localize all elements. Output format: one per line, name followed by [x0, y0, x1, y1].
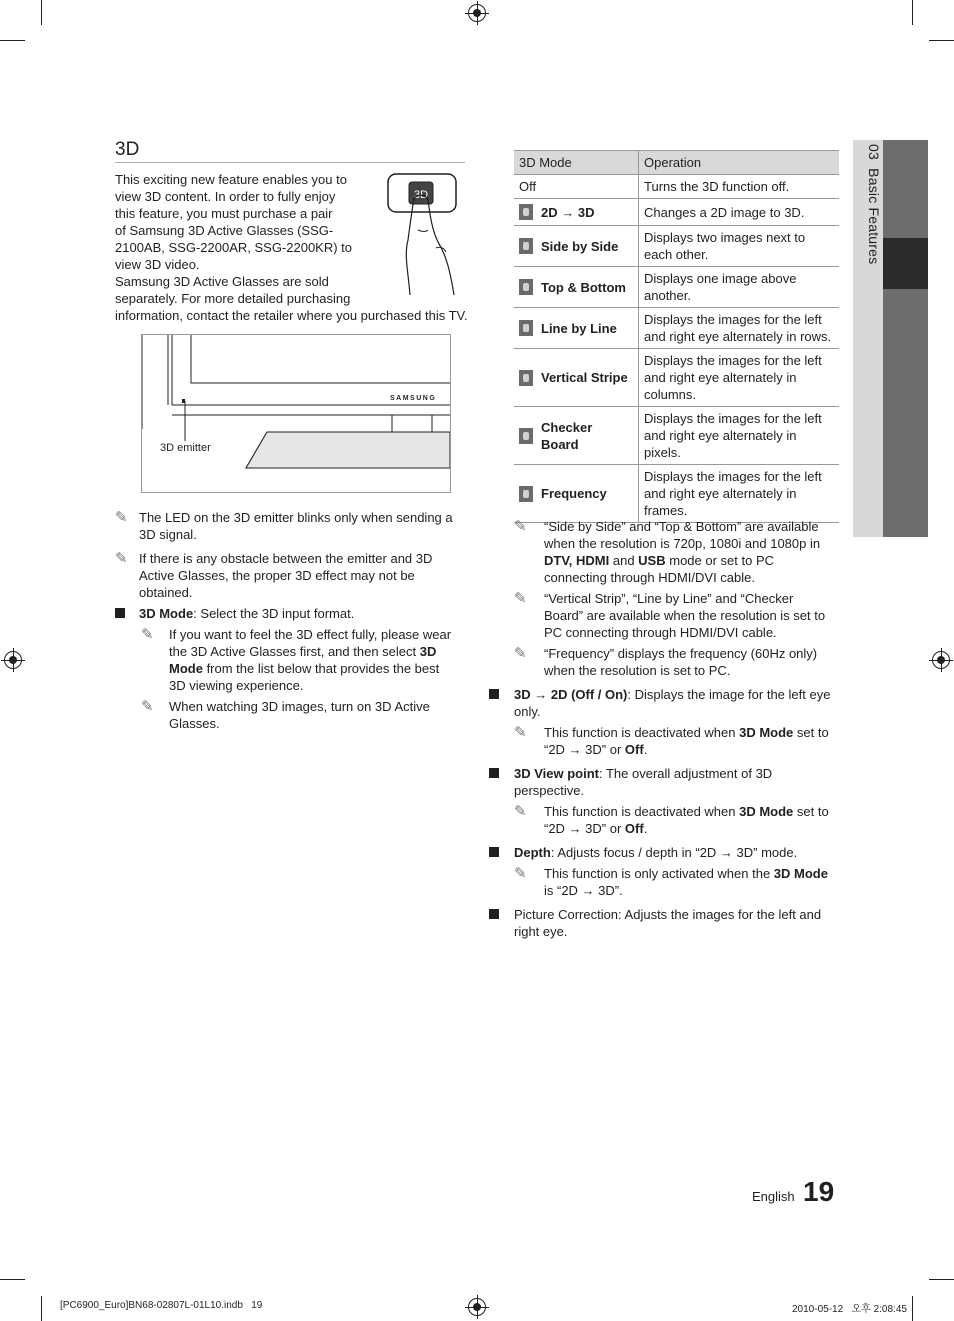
bullet-square-icon	[489, 768, 499, 778]
bullet-square-icon	[489, 909, 499, 919]
right-notes	[489, 518, 839, 940]
intro-line: view 3D content. In order to fully enjoy	[115, 189, 336, 204]
crop-mark	[912, 0, 913, 25]
bullet-item-3d-mode: 3D Mode: Select the 3D input format.	[115, 605, 465, 622]
footer-file: [PC6900_Euro]BN68-02807L-01L10.indb 19	[60, 1300, 263, 1311]
note-pencil-icon: ✎	[141, 626, 154, 643]
bullet-square-icon	[489, 847, 499, 857]
registration-mark-icon	[468, 1298, 486, 1316]
note-item: ✎ “Side by Side” and “Top & Bottom” are available when the resolution is 720p, 1080i and 1080p in DTV, HDMI and USB mode or set to PC connecting through HDMI/DVI cable.	[514, 518, 821, 585]
bullet-item-3d-to-2d: 3D → 2D (Off / On): Displays the image for the left eye only.	[489, 686, 839, 720]
bullet-item-picture-correction: Picture Correction: Adjusts the images for the left and right eye.	[489, 906, 839, 940]
registration-mark-icon	[4, 651, 22, 669]
intro-line: view 3D video.	[115, 257, 200, 272]
bullet-square-icon	[115, 608, 125, 618]
emitter-label: 3D emitter	[160, 442, 211, 454]
hand-pressing-3d-button-icon	[384, 170, 464, 300]
crop-mark	[912, 1296, 913, 1321]
note-pencil-icon: ✎	[514, 803, 527, 820]
intro-line: 2100AB, SSG-2200AR, SSG-2200KR) to	[115, 240, 353, 255]
intro-line: of Samsung 3D Active Glasses (SSG-	[115, 223, 334, 238]
page-number: 19	[803, 1176, 835, 1207]
mode-side-by-side-icon	[519, 238, 533, 254]
registration-mark-icon	[468, 4, 486, 22]
intro-line: this feature, you must purchase a pair	[115, 206, 333, 221]
crop-mark	[0, 1279, 25, 1280]
footer-language: English	[752, 1189, 795, 1204]
button-3d-label: 3D	[413, 189, 429, 201]
table-header-row	[514, 151, 839, 175]
note-item: ✎ “Frequency” displays the frequency (60Hz only) when the resolution is set to PC.	[514, 645, 818, 678]
table-row: Vertical Stripe Displays the images for the left and right eye alternately in columns.	[514, 349, 839, 407]
title-divider	[115, 162, 465, 163]
mode-top-bottom-icon	[519, 279, 533, 295]
note-pencil-icon: ✎	[514, 518, 527, 535]
footer-timestamp: 2010-05-12 오후 2:08:45	[792, 1304, 907, 1315]
crop-mark	[929, 40, 954, 41]
note-item: ✎ The LED on the 3D emitter blinks only when sending a 3D signal.	[115, 509, 453, 542]
note-pencil-icon: ✎	[514, 590, 527, 607]
crop-mark	[41, 0, 42, 25]
table-row: Checker Board Displays the images for the left and right eye alternately in pixels.	[514, 407, 839, 465]
3d-mode-table	[514, 150, 839, 523]
note-item: ✎ This function is only activated when the 3D Mode is “2D → 3D”.	[514, 865, 828, 898]
crop-mark	[0, 40, 25, 41]
note-item: ✎ If there is any obstacle between the emitter and 3D Active Glasses, the proper 3D effect may not be obtained.	[115, 550, 433, 600]
bullet-square-icon	[489, 689, 499, 699]
crop-mark	[929, 1279, 954, 1280]
note-item: ✎ If you want to feel the 3D effect fully, please wear the 3D Active Glasses first, and then select 3D Mode from the list below that provides the best 3D viewing experience.	[141, 626, 452, 693]
table-row: Side by Side Displays two images next to each other.	[514, 226, 839, 267]
mode-frequency-icon	[519, 486, 533, 502]
note-pencil-icon: ✎	[115, 550, 128, 567]
table-row: Off Turns the 3D function off.	[514, 175, 839, 199]
note-item: ✎ “Vertical Strip”, “Line by Line” and “Checker Board” are available when the resolution is set to PC connecting through HDMI/DVI cable.	[514, 590, 826, 640]
table-row: Top & Bottom Displays one image above another.	[514, 267, 839, 308]
note-pencil-icon: ✎	[514, 645, 527, 662]
mode-line-by-line-icon	[519, 320, 533, 336]
note-pencil-icon: ✎	[141, 698, 154, 715]
note-pencil-icon: ✎	[514, 724, 527, 741]
chapter-label: 03 Basic Features	[866, 144, 882, 265]
chapter-tab-marker	[883, 238, 928, 289]
note-pencil-icon: ✎	[514, 865, 527, 882]
note-pencil-icon: ✎	[115, 509, 128, 526]
table-header-mode: 3D Mode	[514, 151, 639, 175]
bullet-item-3d-view-point: 3D View point: The overall adjustment of 3D perspective.	[489, 765, 839, 799]
mode-checker-board-icon	[519, 428, 533, 444]
mode-2d-3d-icon	[519, 204, 533, 220]
samsung-logo: SAMSUNG	[390, 395, 437, 402]
table-row: Line by Line Displays the images for the left and right eye alternately in rows.	[514, 308, 839, 349]
chapter-sidebar-band	[883, 140, 928, 537]
note-item: ✎ When watching 3D images, turn on 3D Active Glasses.	[141, 698, 430, 731]
note-item: ✎ This function is deactivated when 3D Mode set to “2D → 3D” or Off.	[514, 724, 829, 757]
table-row: Frequency Displays the images for the left and right eye alternately in frames.	[514, 465, 839, 523]
table-row: 2D → 3D Changes a 2D image to 3D.	[514, 199, 839, 226]
left-notes	[115, 509, 465, 732]
table-header-operation: Operation	[639, 151, 840, 175]
crop-mark	[41, 1296, 42, 1321]
section-title: 3D	[115, 139, 140, 160]
registration-mark-icon	[932, 651, 950, 669]
intro-text	[115, 171, 468, 324]
tv-emitter-illustration	[141, 334, 451, 493]
note-item: ✎ This function is deactivated when 3D Mode set to “2D → 3D” or Off.	[514, 803, 829, 836]
bullet-item-depth: Depth: Adjusts focus / depth in “2D → 3D” mode.	[489, 844, 839, 861]
intro-line: This exciting new feature enables you to	[115, 172, 347, 187]
purchase-line: information, contact the retailer where you purchased this TV.	[115, 308, 468, 323]
purchase-line: separately. For more detailed purchasing	[115, 291, 351, 306]
mode-vertical-stripe-icon	[519, 370, 533, 386]
purchase-line: Samsung 3D Active Glasses are sold	[115, 274, 329, 289]
